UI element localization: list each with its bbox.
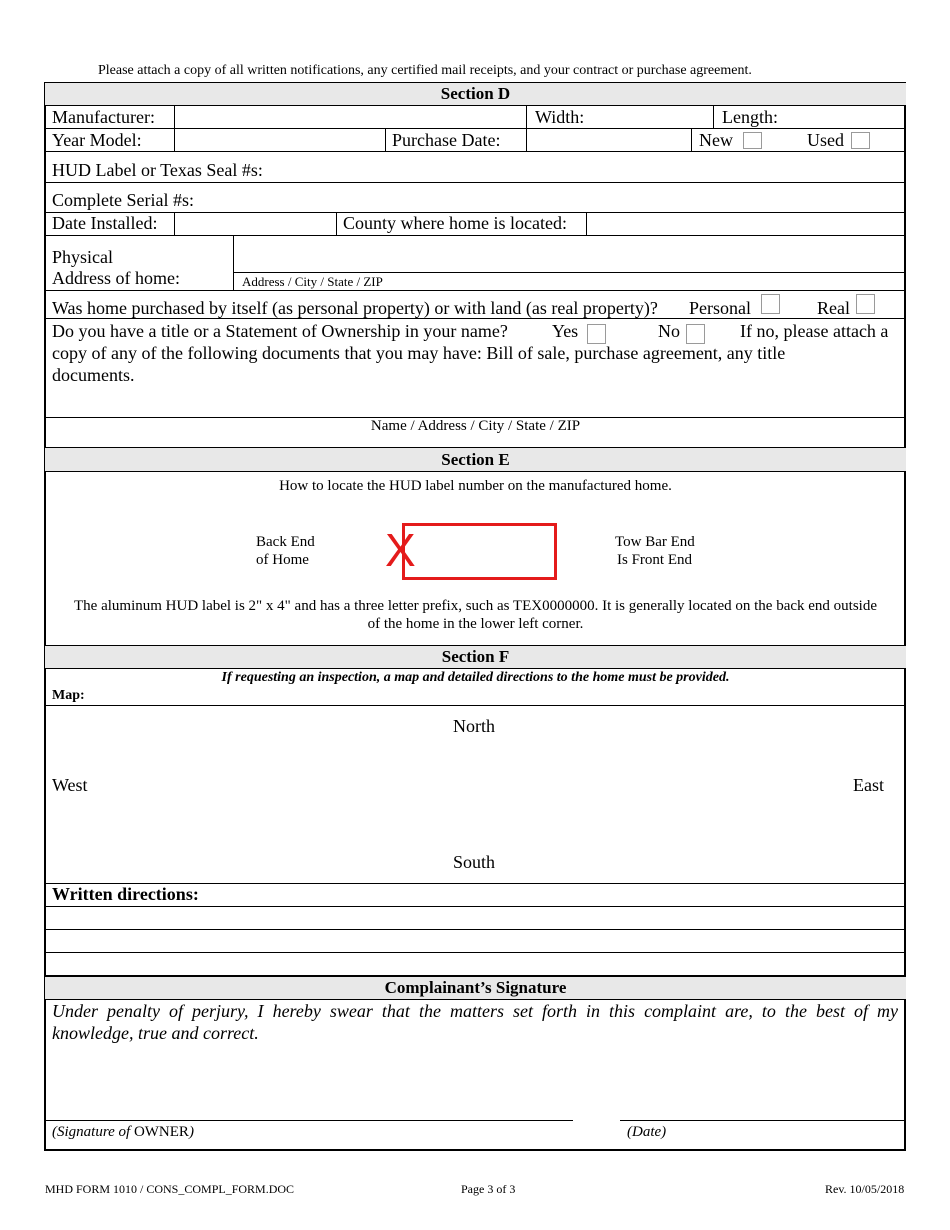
tow-bar-label-line1: Tow Bar End <box>615 534 695 550</box>
section-f-title: Section F <box>441 647 510 666</box>
personal-checkbox[interactable] <box>761 294 780 314</box>
physical-address-field[interactable] <box>235 237 903 271</box>
year-model-label: Year Model: <box>52 130 142 150</box>
purchase-type-question: Was home purchased by itself (as personal property) or with land (as real property)? <box>52 298 658 318</box>
section-e-title: Section E <box>441 450 510 469</box>
directions-line-3[interactable] <box>47 953 903 975</box>
length-label: Length: <box>722 107 778 127</box>
signature-caption-owner: OWNER <box>133 1124 189 1140</box>
signature-caption <box>52 1124 194 1141</box>
hud-label-note-line2: of the home in the lower left corner. <box>367 616 584 632</box>
serial-label: Complete Serial #s: <box>52 190 194 210</box>
hud-label: HUD Label or Texas Seal #s: <box>52 160 263 180</box>
oath-line1: Under penalty of perjury, I hereby swear that the matters set forth in this complaint are, to the best of my <box>52 1001 898 1021</box>
yes-checkbox[interactable] <box>587 324 606 344</box>
date-field[interactable] <box>620 1090 903 1120</box>
width-field[interactable] <box>595 106 713 127</box>
footer-revision: Rev. 10/05/2018 <box>825 1182 905 1196</box>
signature-field[interactable] <box>47 1090 572 1120</box>
no-checkbox[interactable] <box>686 324 705 344</box>
address-hint: Address / City / State / ZIP <box>242 274 383 289</box>
map-west-label: West <box>52 775 88 795</box>
tow-bar-label-line2: Is Front End <box>617 552 692 568</box>
footer-page-number: Page 3 of 3 <box>461 1182 516 1196</box>
signature-caption-prefix: (Signature of <box>52 1124 134 1140</box>
new-label: New <box>699 130 733 150</box>
hud-locate-instruction: How to locate the HUD label number on the manufactured home. <box>279 478 672 494</box>
purchase-date-label: Purchase Date: <box>392 130 501 150</box>
no-label: No <box>658 321 680 341</box>
width-label: Width: <box>535 107 585 127</box>
manufacturer-label: Manufacturer: <box>52 107 155 127</box>
back-end-label-line1: Back End <box>256 534 315 550</box>
physical-label-line1: Physical <box>52 247 113 267</box>
directions-line-2[interactable] <box>47 930 903 952</box>
directions-line-1[interactable] <box>47 907 903 929</box>
attachment-note: Please attach a copy of all written notifications, any certified mail receipts, and your contract or purchase agreement. <box>98 63 752 78</box>
yes-label: Yes <box>552 321 579 341</box>
purchase-date-field[interactable] <box>527 129 690 150</box>
personal-label: Personal <box>689 298 751 318</box>
title-question-line1: Do you have a title or a Statement of Ownership in your name? <box>52 321 508 341</box>
back-end-label-line2: of Home <box>256 552 309 568</box>
real-label: Real <box>817 298 850 318</box>
written-directions-label: Written directions: <box>52 884 199 904</box>
new-checkbox[interactable] <box>743 132 762 149</box>
signature-title: Complainant’s Signature <box>384 978 567 997</box>
hud-field[interactable] <box>280 156 900 181</box>
section-d-title: Section D <box>440 84 511 103</box>
county-field[interactable] <box>587 213 903 234</box>
signature-caption-suffix: ) <box>188 1124 194 1140</box>
real-checkbox[interactable] <box>856 294 875 314</box>
owner-name-address-field[interactable] <box>47 388 903 416</box>
date-installed-field[interactable] <box>175 213 335 234</box>
hud-label-location-x-icon: X <box>385 524 416 576</box>
map-east-label: East <box>853 775 884 795</box>
hud-label-note-line1: The aluminum HUD label is 2" x 4" and has a three letter prefix, such as TEX0000000. It is generally located on the back end outside <box>74 598 877 614</box>
oath-line2: knowledge, true and correct. <box>52 1023 259 1043</box>
map-south-label: South <box>453 852 496 872</box>
date-installed-label: Date Installed: <box>52 213 158 233</box>
map-north-label: North <box>453 716 495 736</box>
map-label: Map: <box>52 688 85 703</box>
name-address-hint: Name / Address / City / State / ZIP <box>370 418 581 434</box>
inspection-instruction: If requesting an inspection, a map and detailed directions to the home must be provided. <box>221 670 730 685</box>
used-label: Used <box>807 130 844 150</box>
footer-form-id: MHD FORM 1010 / CONS_COMPL_FORM.DOC <box>45 1182 295 1196</box>
year-model-field[interactable] <box>175 129 384 150</box>
serial-field[interactable] <box>210 186 900 210</box>
length-field[interactable] <box>785 106 903 127</box>
home-outline-diagram <box>402 523 557 580</box>
manufacturer-field[interactable] <box>175 106 526 127</box>
date-caption: (Date) <box>627 1124 667 1140</box>
title-question-line3: documents. <box>52 365 135 385</box>
county-label: County where home is located: <box>343 213 567 233</box>
if-no-text: If no, please attach a <box>740 321 889 341</box>
physical-label-line2: Address of home: <box>52 268 180 288</box>
title-question-line2: copy of any of the following documents that you may have: Bill of sale, purchase agreement, any title <box>52 343 786 363</box>
used-checkbox[interactable] <box>851 132 870 149</box>
